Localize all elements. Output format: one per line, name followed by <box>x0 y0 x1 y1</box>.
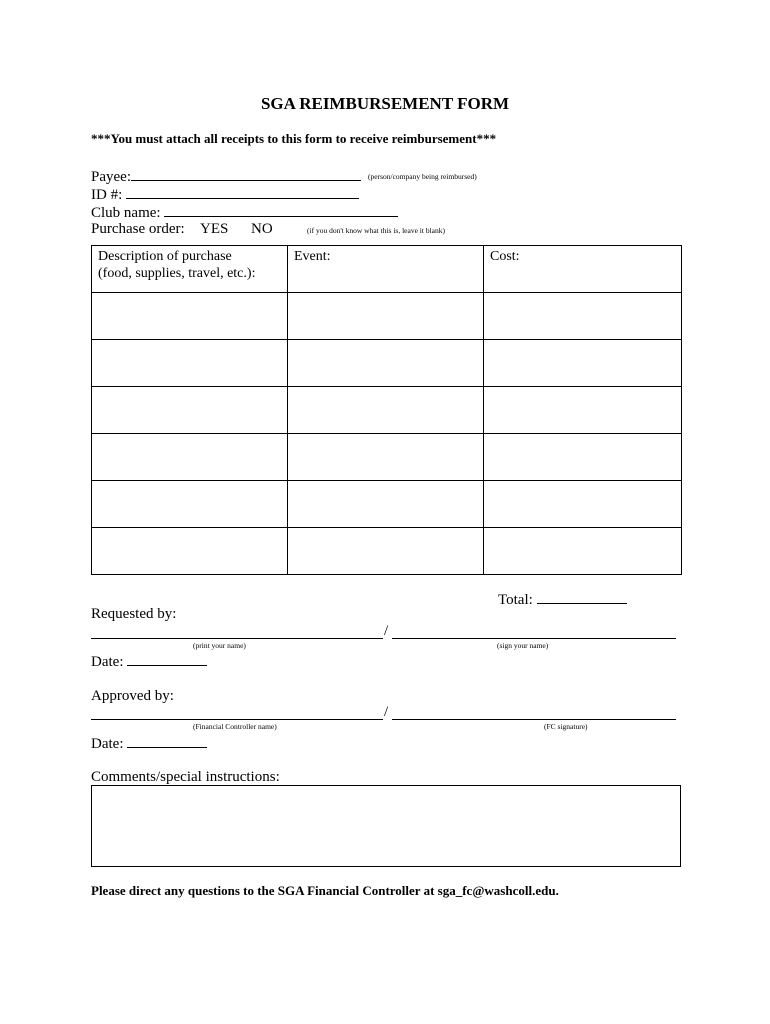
po-yes-option[interactable]: YES <box>200 221 229 237</box>
description-cell[interactable] <box>92 387 288 434</box>
id-row <box>91 184 359 204</box>
purchases-table <box>91 245 682 575</box>
form-title: SGA REIMBURSEMENT FORM <box>260 94 510 113</box>
description-cell[interactable] <box>92 481 288 528</box>
event-cell[interactable] <box>288 293 484 340</box>
requested-signature-line[interactable] <box>392 638 676 639</box>
requested-print-name-line[interactable] <box>91 638 383 639</box>
fc-signature-hint: (FC signature) <box>544 722 588 731</box>
approved-fc-name-line[interactable] <box>91 719 383 720</box>
cost-cell[interactable] <box>484 340 682 387</box>
approved-date-row <box>91 733 207 753</box>
po-no-option[interactable]: NO <box>251 221 273 237</box>
print-name-hint: (print your name) <box>193 641 246 650</box>
club-row <box>91 202 398 222</box>
table-row <box>92 387 682 434</box>
fc-name-hint: (Financial Controller name) <box>193 722 277 731</box>
table-header-row <box>92 246 682 293</box>
comments-label: Comments/special instructions: <box>91 769 280 785</box>
payee-hint: (person/company being reimbursed) <box>368 172 477 181</box>
club-label: Club name: <box>91 205 161 221</box>
cost-cell[interactable] <box>484 528 682 575</box>
event-cell[interactable] <box>288 434 484 481</box>
comments-box[interactable] <box>91 785 681 867</box>
approved-date-field[interactable] <box>127 733 207 748</box>
cost-cell[interactable] <box>484 387 682 434</box>
requested-by-label: Requested by: <box>91 606 177 622</box>
requested-date-field[interactable] <box>127 651 207 666</box>
event-cell[interactable] <box>288 387 484 434</box>
id-field[interactable] <box>126 184 359 199</box>
club-field[interactable] <box>164 202 398 217</box>
event-cell[interactable] <box>288 481 484 528</box>
description-cell[interactable] <box>92 340 288 387</box>
description-header-line2: (food, supplies, travel, etc.): <box>98 266 256 281</box>
event-cell[interactable] <box>288 340 484 387</box>
table-row <box>92 528 682 575</box>
po-hint: (if you don't know what this is, leave it blank) <box>307 226 445 235</box>
event-header: Event: <box>288 246 484 293</box>
contact-footer: Please direct any questions to the SGA Financial Controller at sga_fc@washcoll.edu. <box>91 883 559 898</box>
approved-fc-signature-line[interactable] <box>392 719 676 720</box>
cost-cell[interactable] <box>484 434 682 481</box>
approved-slash: / <box>384 704 389 720</box>
requested-date-label: Date: <box>91 654 124 670</box>
approved-date-label: Date: <box>91 736 124 752</box>
cost-cell[interactable] <box>484 293 682 340</box>
sign-name-hint: (sign your name) <box>497 641 549 650</box>
id-label: ID #: <box>91 187 123 203</box>
payee-field[interactable] <box>131 166 361 181</box>
table-row <box>92 434 682 481</box>
total-field[interactable] <box>537 589 627 604</box>
requested-date-row <box>91 651 207 671</box>
description-header-line1: Description of purchase <box>98 249 232 264</box>
requested-slash: / <box>384 623 389 639</box>
cost-cell[interactable] <box>484 481 682 528</box>
approved-by-label: Approved by: <box>91 688 174 704</box>
event-cell[interactable] <box>288 528 484 575</box>
table-row <box>92 293 682 340</box>
description-header <box>92 246 288 293</box>
description-cell[interactable] <box>92 293 288 340</box>
cost-header: Cost: <box>484 246 682 293</box>
table-row <box>92 481 682 528</box>
total-label: Total: <box>498 592 533 608</box>
purchase-order-label: Purchase order: <box>91 221 185 237</box>
description-cell[interactable] <box>92 434 288 481</box>
table-row <box>92 340 682 387</box>
total-row <box>498 589 627 609</box>
receipts-notice: ***You must attach all receipts to this form to receive reimbursement*** <box>91 131 497 146</box>
description-cell[interactable] <box>92 528 288 575</box>
payee-row <box>91 166 361 186</box>
payee-label: Payee: <box>91 169 131 185</box>
